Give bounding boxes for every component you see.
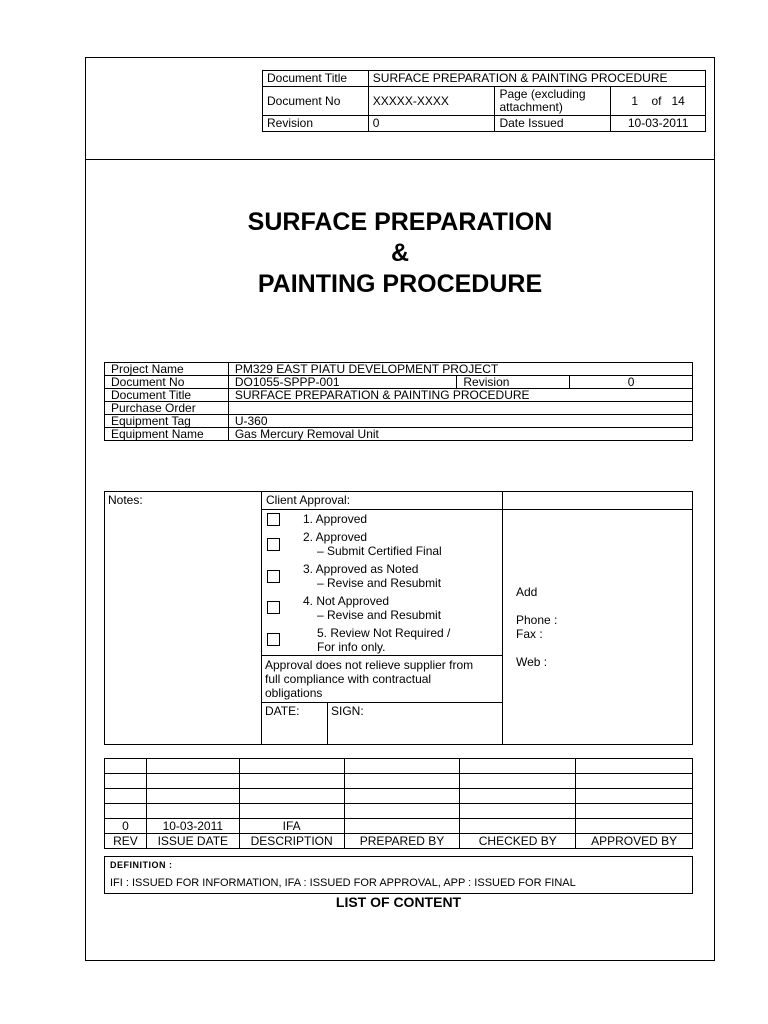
address-label: Add — [516, 585, 538, 599]
document-title-label: Document Title — [105, 389, 229, 402]
not-approved-checkbox[interactable] — [267, 601, 280, 614]
page-current: 1 — [631, 93, 639, 108]
description-header: DESCRIPTION — [239, 834, 344, 849]
approved-by-cell — [576, 819, 693, 834]
notes-label: Notes: — [108, 493, 143, 507]
project-info-table — [104, 362, 693, 441]
option-2-label: 2. Approved — [303, 530, 368, 544]
list-of-content-heading: LIST OF CONTENT — [335, 894, 462, 910]
equipment-name-value: Gas Mercury Removal Unit — [228, 428, 692, 441]
page-number — [611, 87, 706, 116]
revision-label: Revision — [263, 116, 369, 132]
rev-cell: 0 — [105, 819, 147, 834]
doc-no-value: XXXXX-XXXX — [368, 87, 495, 116]
page-title — [85, 207, 715, 300]
table-row — [105, 759, 693, 774]
page-label: Page (excluding attachment) — [495, 87, 611, 116]
project-name-label: Project Name — [105, 363, 229, 376]
doc-title-value: SURFACE PREPARATION & PAINTING PROCEDURE — [368, 71, 705, 87]
fax-label: Fax : — [516, 627, 543, 641]
revision-value: 0 — [368, 116, 495, 132]
document-no-label: Document No — [105, 376, 229, 389]
page-of: of — [651, 93, 662, 108]
revision-row — [105, 819, 693, 834]
approved-checkbox[interactable] — [267, 513, 280, 526]
rev-header: REV — [105, 834, 147, 849]
approved-by-header: APPROVED BY — [576, 834, 693, 849]
option-3-sublabel: – Revise and Resubmit — [317, 576, 442, 590]
option-4-sublabel: – Revise and Resubmit — [317, 608, 442, 622]
doc-no-label: Document No — [263, 87, 369, 116]
purchase-order-label: Purchase Order — [105, 402, 229, 415]
prepared-by-header: PREPARED BY — [344, 834, 460, 849]
title-line-1: SURFACE PREPARATION — [247, 208, 553, 236]
date-issued-value: 10-03-2011 — [611, 116, 706, 132]
approved-as-noted-checkbox[interactable] — [267, 570, 280, 583]
phone-label: Phone : — [516, 613, 558, 627]
disclaimer-line-3: obligations — [265, 686, 323, 700]
client-approval-label: Client Approval: — [266, 493, 351, 507]
document-header-table — [262, 70, 706, 132]
definition-label: DEFINITION : — [110, 860, 173, 870]
date-issued-label: Date Issued — [495, 116, 611, 132]
doc-title-label: Document Title — [263, 71, 369, 87]
description-cell: IFA — [239, 819, 344, 834]
revision-header-row — [105, 834, 693, 849]
header-divider — [85, 159, 715, 160]
document-title-value: SURFACE PREPARATION & PAINTING PROCEDURE — [228, 389, 692, 402]
option-4-label: 4. Not Approved — [303, 594, 390, 608]
review-not-required-checkbox[interactable] — [267, 633, 280, 646]
option-2-sublabel: – Submit Certified Final — [317, 544, 442, 558]
definition-text: IFI : ISSUED FOR INFORMATION, IFA : ISSUED FOR APPROVAL, APP : ISSUED FOR FINAL — [110, 877, 576, 889]
revision-history-table — [104, 758, 693, 849]
option-3-label: 3. Approved as Noted — [303, 562, 419, 576]
date-label: DATE: — [265, 704, 300, 718]
table-row — [105, 789, 693, 804]
option-1-label: 1. Approved — [303, 512, 368, 526]
title-line-2: & — [390, 239, 410, 267]
page-total: 14 — [671, 93, 685, 108]
info-revision-value: 0 — [570, 376, 693, 389]
checked-by-cell — [460, 819, 576, 834]
equipment-name-label: Equipment Name — [105, 428, 229, 441]
issue-date-cell: 10-03-2011 — [146, 819, 239, 834]
equipment-tag-value: U-360 — [228, 415, 692, 428]
project-name-value: PM329 EAST PIATU DEVELOPMENT PROJECT — [228, 363, 692, 376]
issue-date-header: ISSUE DATE — [146, 834, 239, 849]
info-revision-label: Revision — [457, 376, 570, 389]
checked-by-header: CHECKED BY — [460, 834, 576, 849]
equipment-tag-label: Equipment Tag — [105, 415, 229, 428]
definition-box — [104, 856, 693, 894]
notes-cell — [104, 491, 262, 745]
table-row — [105, 804, 693, 819]
document-no-value: DO1055-SPPP-001 — [228, 376, 457, 389]
disclaimer-line-2: full compliance with contractual — [265, 672, 432, 686]
web-label: Web : — [516, 655, 548, 669]
disclaimer-line-1: Approval does not relieve supplier from — [265, 658, 474, 672]
approved-submit-final-checkbox[interactable] — [267, 538, 280, 551]
title-line-3: PAINTING PROCEDURE — [257, 270, 543, 298]
option-5-sublabel: For info only. — [317, 640, 386, 654]
purchase-order-value — [228, 402, 692, 415]
contact-header-cell — [502, 491, 693, 510]
option-5-label: 5. Review Not Required / — [317, 626, 451, 640]
prepared-by-cell — [344, 819, 460, 834]
sign-label: SIGN: — [331, 704, 364, 718]
table-row — [105, 774, 693, 789]
